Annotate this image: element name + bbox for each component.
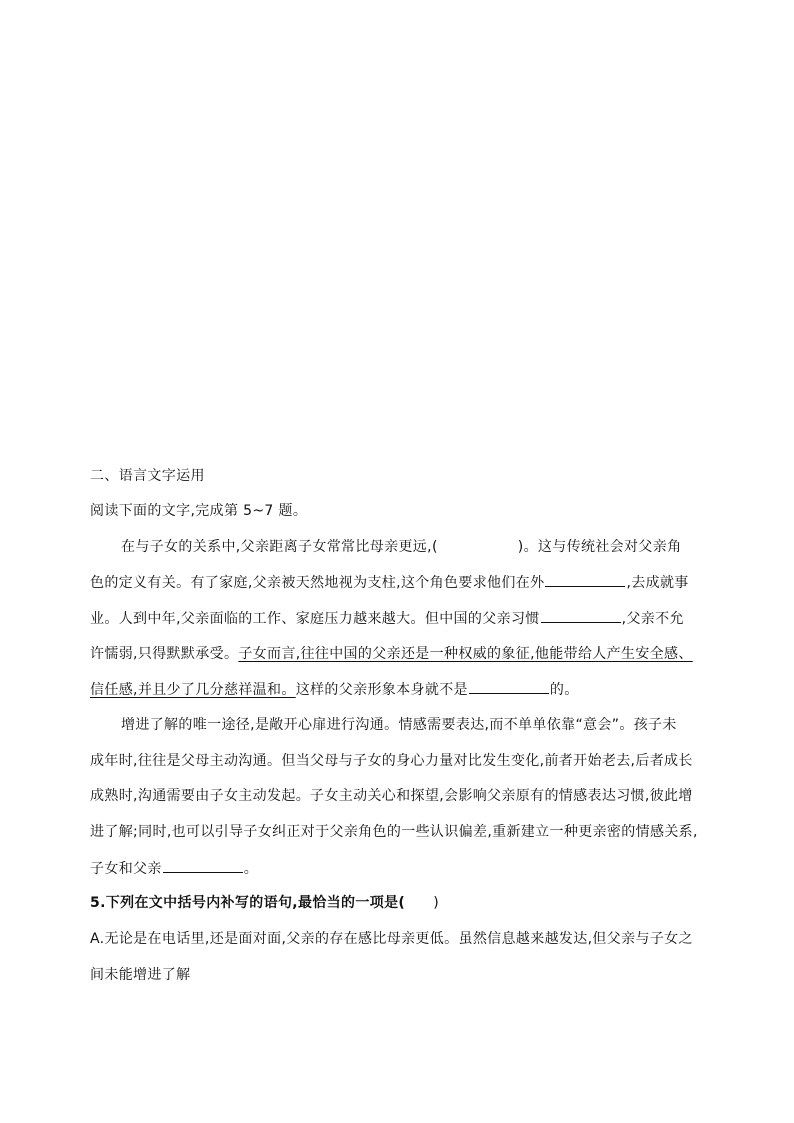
passage-text: 色的定义有关。有了家庭,父亲被天然地视为支柱,这个角色要求他们在外 (90, 575, 545, 591)
passage-text: 。 (243, 861, 259, 877)
passage-text: )。这与传统社会对父亲角 (517, 539, 682, 555)
passage-text: 在与子女的关系中,父亲距离子女常常比母亲更远,( (121, 539, 438, 555)
passage-text: 子女和父亲 (90, 861, 162, 877)
passage-line: 增进了解的唯一途径,是敞开心扉进行沟通。情感需要表达,而不单单依靠“意会”。孩子未 (121, 717, 677, 733)
passage-text: 的。 (549, 682, 579, 698)
fill-blank (541, 608, 621, 623)
fill-blank (163, 858, 243, 873)
fill-blank (545, 572, 625, 587)
fill-blank (469, 679, 549, 694)
underlined-sentence: 子女而言,往往中国的父亲还是一种权威的象征,他能带给人产生安全感、 (238, 646, 693, 662)
passage-text: 许懦弱,只得默默承受。 (90, 646, 239, 662)
passage-line (90, 679, 710, 700)
passage-line (121, 537, 741, 557)
option-a-line: 间未能增进了解 (90, 967, 191, 983)
reading-instruction: 阅读下面的文字,完成第 5~7 题。 (90, 503, 308, 519)
passage-text: ,父亲不允 (621, 611, 684, 627)
question-text: ) (433, 895, 439, 911)
passage-line: 进了解;同时,也可以引导子女纠正对于父亲角色的一些认识偏差,重新建立一种更亲密的情感关系, (90, 824, 698, 840)
question-text: 5.下列在文中括号内补写的语句,最恰当的一项是( (90, 895, 406, 911)
passage-text: ,去成就事 (626, 575, 689, 591)
passage-line (90, 608, 710, 629)
passage-line (90, 644, 710, 664)
section-heading: 二、语言文字运用 (90, 468, 205, 484)
question-stem (90, 893, 710, 913)
passage-text: 业。人到中年,父亲面临的工作、家庭压力越来越大。但中国的父亲习惯 (90, 611, 540, 627)
passage-line (90, 572, 710, 593)
passage-line: 成年时,往往是父母主动沟通。但当父母与子女的身心力量对比发生变化,前者开始老去,后者成长 (90, 753, 693, 769)
passage-line (90, 858, 710, 879)
option-a-line: A.无论是在电话里,还是面对面,父亲的存在感比母亲更低。虽然信息越来越发达,但父亲与子女之 (90, 931, 693, 947)
underlined-sentence: 信任感,并且少了几分慈祥温和。 (90, 682, 296, 698)
passage-line: 成熟时,沟通需要由子女主动发起。子女主动关心和探望,会影响父亲原有的情感表达习惯,彼此增 (90, 788, 693, 804)
passage-text: 这样的父亲形象本身就不是 (295, 682, 468, 698)
